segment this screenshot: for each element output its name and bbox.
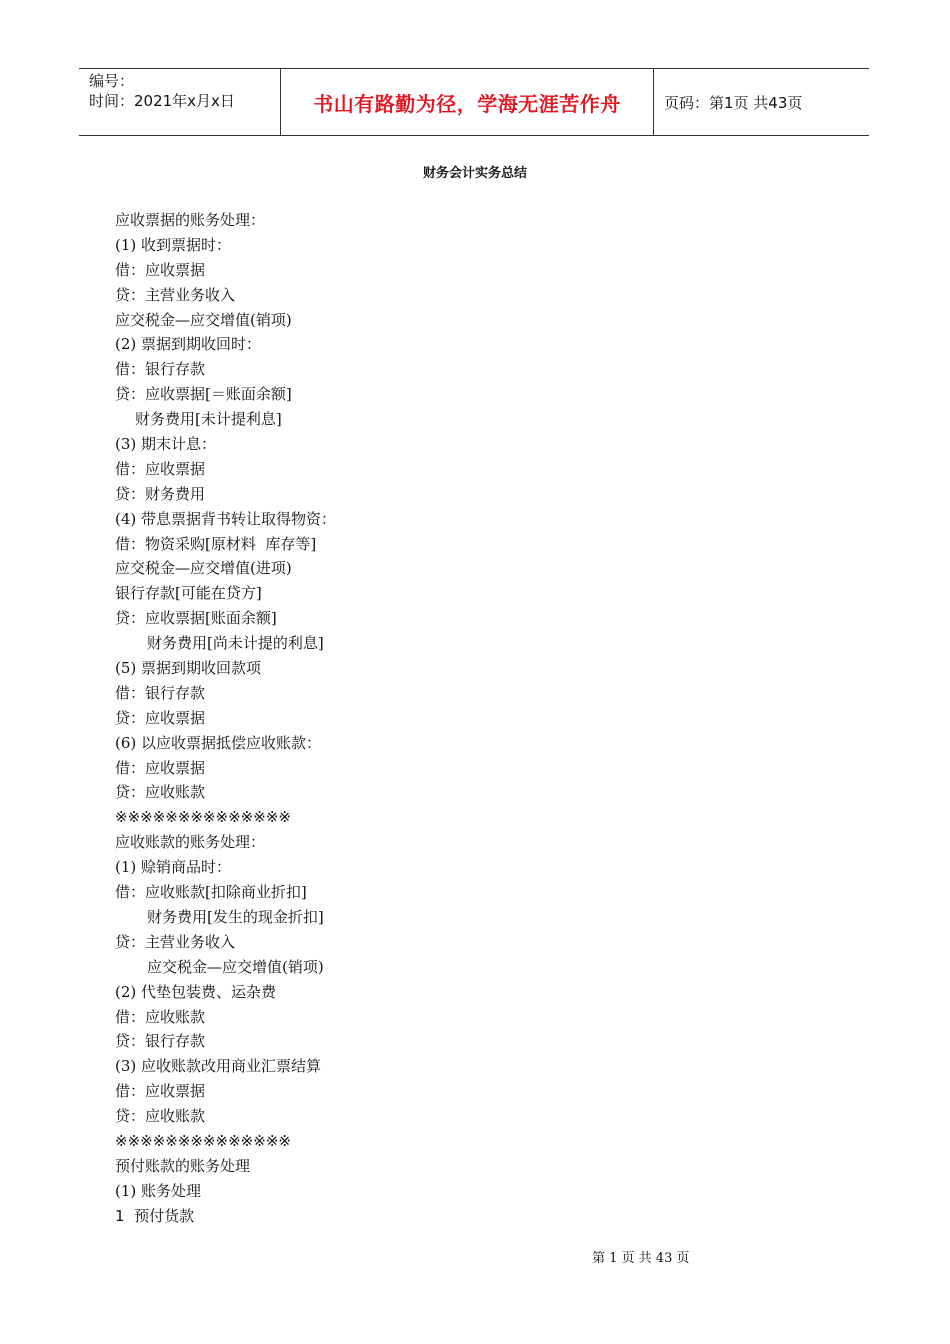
number-label: 编号： xyxy=(89,72,135,90)
header-meta xyxy=(79,69,281,135)
text-line: 贷：应收账款 xyxy=(115,783,206,802)
text-line: (3) 应收账款改用商业汇票结算 xyxy=(115,1057,322,1076)
time-label: 时间：2021年x月x日 xyxy=(89,92,235,110)
text-line: 财务费用[未计提利息] xyxy=(135,410,282,429)
text-line: 应交税金—应交增值(销项) xyxy=(115,310,292,329)
document-title: 财务会计实务总结 xyxy=(422,166,527,181)
text-line: 借：银行存款 xyxy=(115,683,206,702)
text-line: 贷：银行存款 xyxy=(115,1032,206,1051)
text-line: 1 预付货款 xyxy=(115,1206,195,1225)
text-line: 应收票据的账务处理： xyxy=(115,211,266,229)
text-line: 借：物资采购[原材料 库存等] xyxy=(115,534,317,553)
text-line: ※※※※※※※※※※※※※※ xyxy=(115,808,291,827)
text-line: 借：应收账款[扣除商业折扣] xyxy=(115,883,307,902)
text-line: 借：银行存款 xyxy=(115,360,206,379)
text-line: 借：应收票据 xyxy=(115,1082,206,1101)
text-line: ※※※※※※※※※※※※※※ xyxy=(115,1131,291,1150)
text-line: 贷：主营业务收入 xyxy=(115,932,236,951)
text-line: 应收账款的账务处理： xyxy=(115,833,266,852)
text-line: 贷：应收票据 xyxy=(115,708,206,727)
text-line: 贷：财务费用 xyxy=(115,484,206,503)
text-line: 贷：应收票据[＝账面余额] xyxy=(115,385,292,404)
text-line: (2) 代垫包装费、运杂费 xyxy=(115,982,277,1001)
text-line: 银行存款[可能在贷方] xyxy=(115,584,262,603)
text-line: 贷：主营业务收入 xyxy=(115,285,236,304)
header-page-cell xyxy=(654,69,869,135)
text-line: (6) 以应收票据抵偿应收账款： xyxy=(115,733,322,752)
text-line: 预付账款的账务处理 xyxy=(115,1156,251,1175)
page-footer: 第 1 页 共 43 页 xyxy=(592,1251,690,1266)
text-line: (1) 账务处理 xyxy=(115,1181,202,1200)
page-info: 页码：第1页 共43页 xyxy=(664,93,803,112)
text-line: 应交税金—应交增值(销项) xyxy=(147,957,324,976)
text-line: (2) 票据到期收回时： xyxy=(115,335,262,354)
text-line: 贷：应收账款 xyxy=(115,1107,206,1126)
text-line: 借：应收票据 xyxy=(115,260,206,279)
header-motto-cell xyxy=(281,69,654,135)
text-line: 财务费用[发生的现金折扣] xyxy=(147,907,324,926)
text-line: (4) 带息票据背书转让取得物资： xyxy=(115,509,337,528)
document-body xyxy=(115,208,815,1229)
text-line: 财务费用[尚未计提的利息] xyxy=(147,634,324,653)
text-line: (3) 期末计息： xyxy=(115,435,217,454)
text-line: (1) 赊销商品时： xyxy=(115,858,232,877)
text-line: 应交税金—应交增值(进项) xyxy=(115,559,292,578)
text-line: 借：应收账款 xyxy=(115,1007,206,1026)
text-line: 借：应收票据 xyxy=(115,758,206,777)
text-line: 借：应收票据 xyxy=(115,459,206,478)
header-table xyxy=(79,68,869,136)
text-line: (5) 票据到期收回款项 xyxy=(115,659,262,678)
text-line: 贷：应收票据[账面余额] xyxy=(115,609,277,628)
text-line: (1) 收到票据时： xyxy=(115,235,232,254)
motto: 书山有路勤为径，学海无涯苦作舟 xyxy=(313,91,621,116)
